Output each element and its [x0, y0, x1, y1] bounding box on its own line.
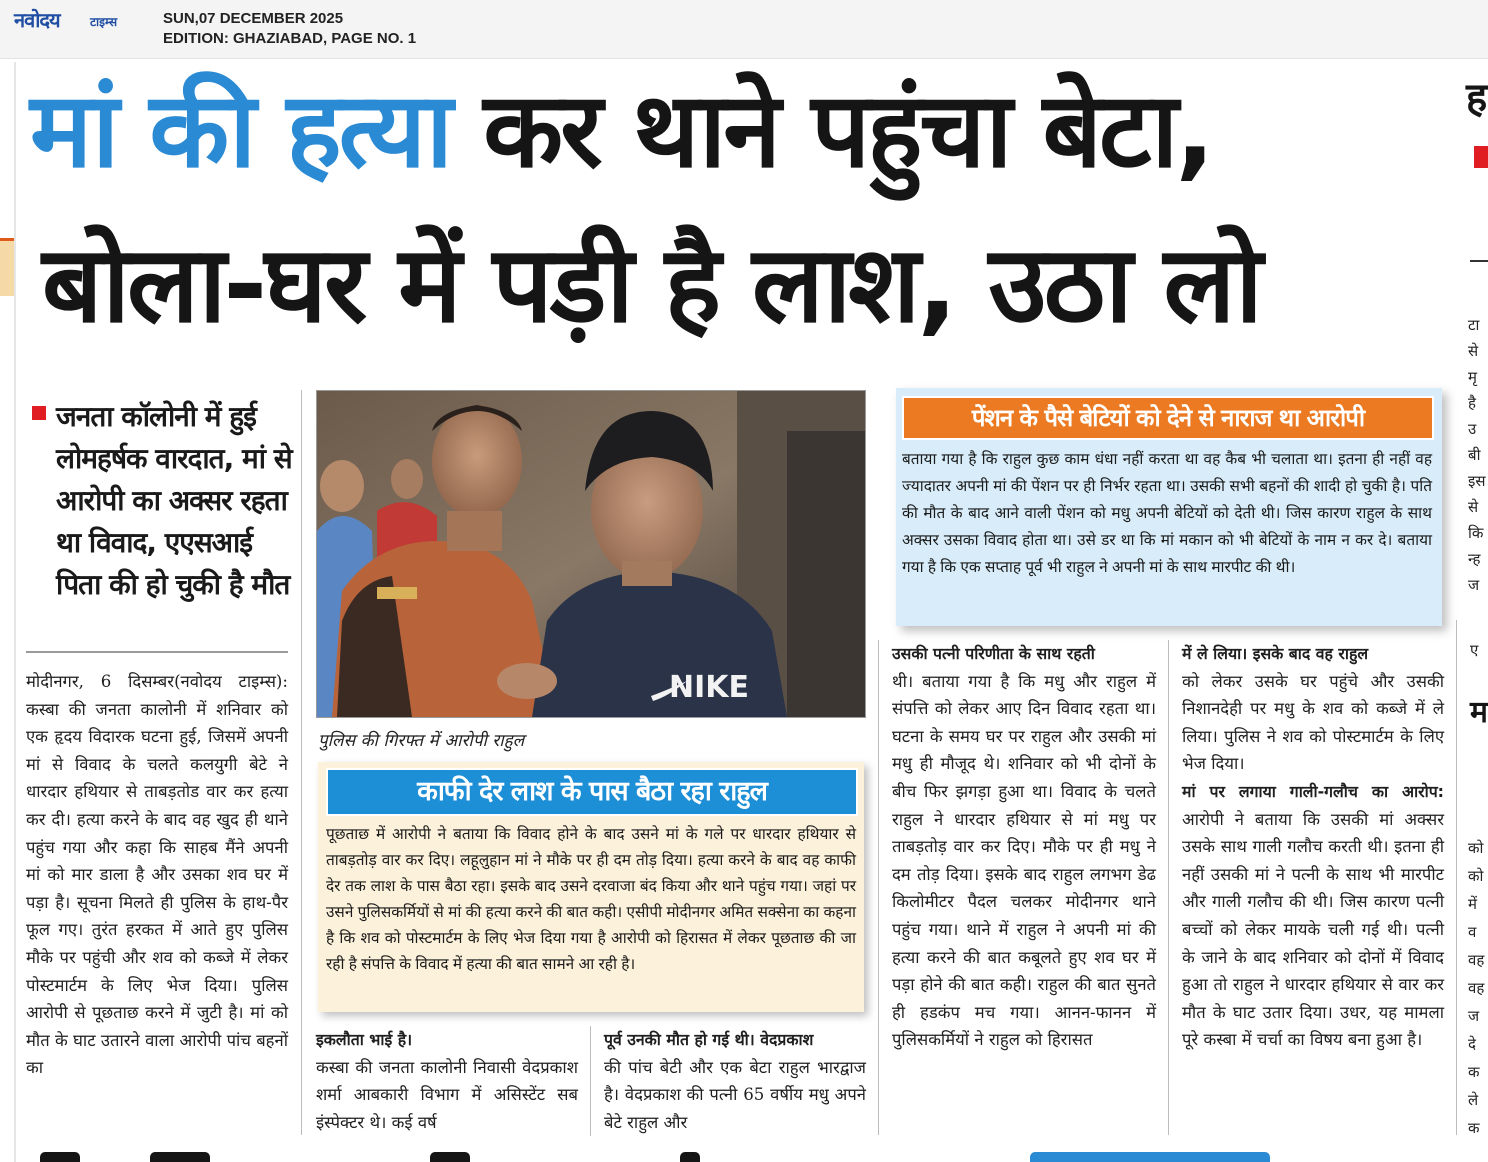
sidebar-box-body-title: काफी देर लाश के पास बैठा रहा राहुल — [326, 768, 858, 816]
next-article-red-bullet-icon — [1474, 146, 1488, 168]
article-column-4 — [892, 640, 1156, 1054]
newspaper-logo[interactable]: नवोदय — [14, 8, 60, 32]
column-3-text: की पांच बेटी और एक बेटा राहुल भारद्वाज है। वेदप्रकाश की पत्नी 65 वर्षीय मधु अपने बेटे राहुल और — [604, 1057, 866, 1132]
column-5-text-b: आरोपी ने बताया कि उसकी मां अक्सर उसके साथ गाली गलौच करती थी। इतना ही नहीं उसकी मां ने पत्नी के साथ भी मारपीट और गाली गलौच की थी। जिस कारण पत्नी बच्चों को लेकर मायके चली गई थी। पत्नी के जाने के बाद शनिवार को दोनों में विवाद हुआ तो राहुल ने धारदार हथियार से वार कर मौत के घाट उतार दिया। उधर, यह मामला पूरे कस्बा में चर्चा का विषय बना हुआ है। — [1182, 809, 1444, 1050]
column-divider — [1168, 640, 1169, 1135]
headline-line-2: बोला-घर में पड़ी है लाश, उठा लो — [42, 223, 1260, 346]
next-article-dash — [1470, 260, 1488, 262]
headline-rest: कर थाने पहुंचा बेटा, — [483, 69, 1212, 191]
next-article-headline-fragment: ह — [1466, 75, 1488, 121]
column-4-text: थी। बताया गया है कि मधु और राहुल में संपत्ति को लेकर आए दिन विवाद रहता था। घटना के समय घर पर राहुल और उसकी मां मधु ही मौजूद थे। शनिवार को भी दोनों के बीच फिर झगड़ा हुआ था। विवाद के चलते राहुल ने धारदार हथियार से मां मधु पर ताबड़तोड़ वार कर दिए। मौके पर ही मधु ने दम तोड़ दिया। इसके बाद राहुल लगभग डेढ किलोमीटर पैदल चलकर मोदीनगर थाने पहुंच गया। थाने में राहुल ने अपनी मां की हत्या करने की बात कबूलते हुए शव घर में पड़ा होने की बात कही। राहुल की बात सुनते ही हडकंप मच गया। आनन-फानन में पुलिसकर्मियों ने राहुल को हिरासत — [892, 671, 1156, 1050]
column-divider — [878, 640, 879, 1135]
previous-page-fragment — [0, 238, 14, 296]
shirt-logo-text: NIKE — [669, 670, 750, 705]
photo-caption: पुलिस की गिरफ्त में आरोपी राहुल — [318, 731, 525, 751]
headline-highlight: मां की हत्या — [30, 69, 450, 191]
red-bullet-icon — [32, 406, 46, 420]
edition-name: EDITION: GHAZIABAD, PAGE NO. 1 — [163, 30, 417, 47]
column-2-text: कस्बा की जनता कालोनी निवासी वेदप्रकाश शर्मा आबकारी विभाग में असिस्टेंट सब इंस्पेक्टर थे। कई वर्ष — [316, 1057, 578, 1132]
sub-headline-rule — [26, 651, 288, 653]
news-photo[interactable] — [316, 390, 866, 718]
headline-line-1 — [30, 69, 1212, 191]
photo-illustration — [317, 391, 865, 717]
next-article-text-fragment: टा से मृ है उ बी इस से कि न्ह ज — [1468, 316, 1486, 594]
column-divider — [590, 1026, 591, 1136]
article-column-2 — [316, 1026, 578, 1136]
column-5-subhead: मां पर लगाया गाली-गलौच का आरोप: — [1182, 781, 1444, 801]
edition-info — [163, 9, 416, 49]
article-column-1: मोदीनगर, 6 दिसम्बर(नवोदय टाइम्स): कस्बा की जनता कालोनी में शनिवार को एक हृदय विदारक घटना हुई, जिसमें अपनी मां से विवाद के चलते कलयुगी बेटे ने धारदार हथियार से ताबड़तोड वार कर हत्या कर दी। हत्या करने के बाद वह खुद ही थाने पहुंच गया और कहा कि साहब मैंने अपनी मां को मार डाला है और उसका शव घर में पड़ा है। सूचना मिलते ही पुलिस के हाथ-पैर फूल गए। तुरंत हरकत में आते हुए पुलिस मौके पर पहुंची और शव को कब्जे में लेकर पोस्टमार्टम के लिए भेज दिया। पुलिस आरोपी से पूछताछ करने में जुटी है। मां को मौत के घाट उतारने वाला आरोपी पांच बहनों का — [26, 672, 288, 1078]
column-3-lead: पूर्व उनकी मौत हो गई थी। वेदप्रकाश — [604, 1030, 814, 1049]
newspaper-logo-sub[interactable]: टाइम्स — [90, 15, 118, 29]
sidebar-box-pension-title: पेंशन के पैसे बेटियों को देने से नाराज था आरोपी — [902, 396, 1434, 440]
sub-headline: जनता कॉलोनी में हुई लोमहर्षक वारदात, मां से आरोपी का अक्सर रहता था विवाद, एएसआई पिता की हो चुकी है मौत — [56, 400, 292, 601]
sidebar-box-body-text: पूछताछ में आरोपी ने बताया कि विवाद होने के बाद उसने मां के गले पर धारदार हथियार से ताबड़तोड़ वार कर दिए। लहूलुहान मां ने मौके पर ही दम तोड़ दिया। हत्या करने के बाद वह काफी देर तक लाश के पास बैठा रहा। इसके बाद उसने दरवाजा बंद किया और थाने पहुंच गया। जहां पर उसने पुलिसकर्मियों से मां की हत्या करने की बात कही। एसीपी मोदीनगर अमित सक्सेना का कहना है कि शव को पोस्टमार्टम के लिए भेज दिया गया है आरोपी को हिरासत में लेकर पूछताछ की जा रही है संपत्ति के विवाद में हत्या की बात सामने आ रही है। — [326, 826, 856, 973]
article-column-5 — [1182, 640, 1444, 1054]
next-article-mid-fragment: ए — [1470, 641, 1479, 659]
column-2-lead: इकलौता भाई है। — [316, 1030, 413, 1049]
page-edge-left — [14, 62, 16, 1162]
sidebar-box-pension-text: बताया गया है कि राहुल कुछ काम धंधा नहीं करता था वह कैब भी चलाता था। इतना ही नहीं वह ज्यादातर अपनी मां की पेंशन पर ही निर्भर रहता था। उसकी सभी बहनों की शादी हो चुकी है। पति की मौत के बाद आने वाली पेंशन को मधु अपनी बेटियों को देती थी। जिस कारण राहुल के साथ अक्सर उसका विवाद होता था। उसे डर था कि मां मकान को भी बेटियों के नाम न कर दे। बताया गया है कि एक सप्ताह पूर्व भी राहुल ने अपनी मां के साथ मारपीट की थी। — [902, 451, 1432, 576]
next-article-subhead-fragment: म — [1470, 695, 1488, 730]
edition-date: SUN,07 DECEMBER 2025 — [163, 10, 344, 27]
article-column-3 — [604, 1026, 866, 1136]
column-4-lead: उसकी पत्नी परिणीता के साथ रहती — [892, 644, 1095, 663]
column-divider — [1456, 620, 1457, 1135]
column-5-text-a: को लेकर उसके घर पहुंचे और उसकी निशानदेही पर मधु के शव को कब्जे में ले लिया। पुलिस ने शव को पोस्टमार्टम के लिए भेज दिया। — [1182, 671, 1444, 774]
column-divider — [301, 390, 302, 1135]
column-5-lead: में ले लिया। इसके बाद वह राहुल — [1182, 644, 1369, 663]
next-article-text-fragment-2: को को में व वह वह ज दे क ले क — [1468, 839, 1485, 1137]
next-row-headline-fragment — [0, 1152, 1488, 1162]
